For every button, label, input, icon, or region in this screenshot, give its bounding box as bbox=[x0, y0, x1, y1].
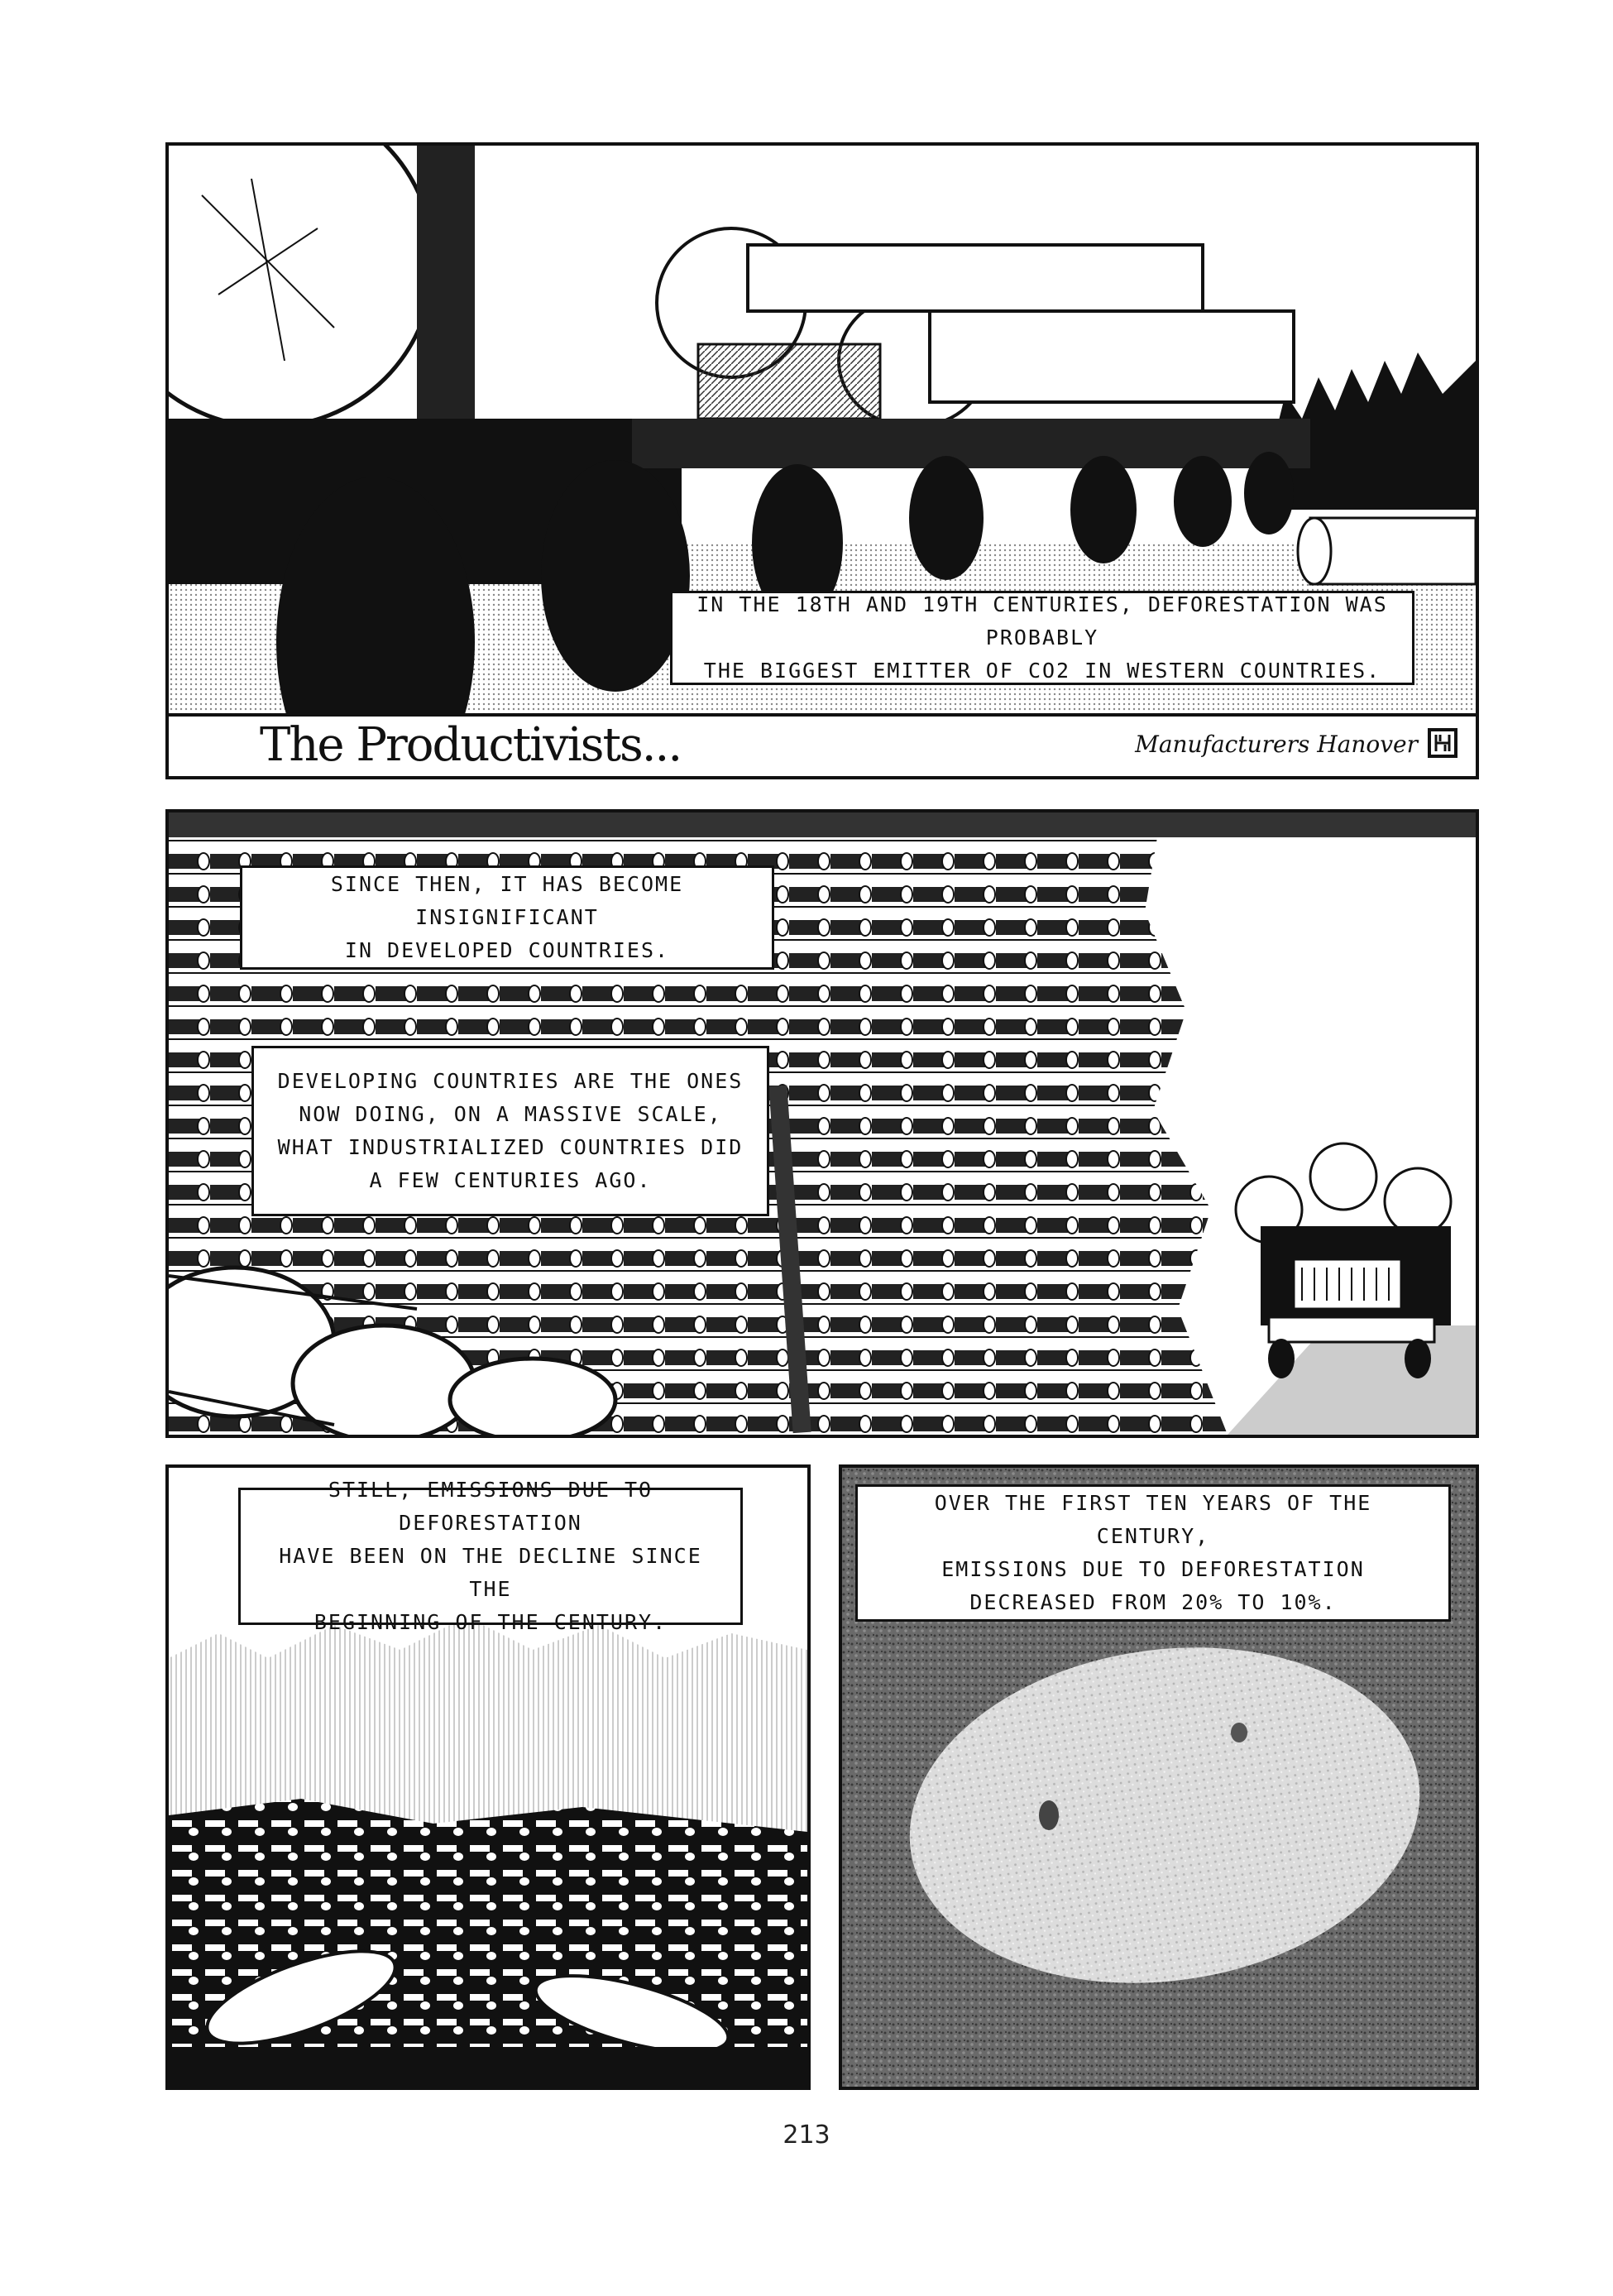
caption-line: BEGINNING OF THE CENTURY. bbox=[314, 1610, 668, 1634]
panel-logging-trucks bbox=[165, 142, 1479, 779]
bank-logo-icon bbox=[1428, 728, 1457, 758]
panel-cleared-forest bbox=[165, 1464, 811, 2090]
caption-insignificant bbox=[240, 865, 774, 970]
caption-emissions-decline bbox=[238, 1478, 743, 1634]
caption-developing-countries bbox=[251, 1046, 769, 1216]
caption-line: SINCE THEN, IT HAS BECOME INSIGNIFICANT bbox=[330, 872, 684, 929]
caption-line: WHAT INDUSTRIALIZED COUNTRIES DID bbox=[277, 1135, 744, 1159]
banner-title: The Productivists... bbox=[260, 718, 682, 772]
caption-line: STILL, EMISSIONS DUE TO DEFORESTATION bbox=[328, 1478, 653, 1535]
caption-line: DECREASED FROM 20% TO 10%. bbox=[969, 1590, 1337, 1614]
caption-line: HAVE BEEN ON THE DECLINE SINCE THE bbox=[279, 1544, 702, 1601]
caption-deforestation-history bbox=[670, 591, 1414, 685]
panel-log-yard bbox=[165, 809, 1479, 1438]
title-banner bbox=[169, 713, 1476, 776]
page-number: 213 bbox=[783, 2121, 830, 2150]
banner-brand: Manufacturers Hanover bbox=[1135, 731, 1418, 758]
caption-line: IN DEVELOPED COUNTRIES. bbox=[344, 938, 670, 962]
caption-line: OVER THE FIRST TEN YEARS OF THE CENTURY, bbox=[934, 1491, 1372, 1548]
caption-line: NOW DOING, ON A MASSIVE SCALE, bbox=[299, 1102, 722, 1126]
caption-emissions-percentage bbox=[855, 1484, 1451, 1622]
caption-line: THE BIGGEST EMITTER OF CO2 IN WESTERN COUNTRIES. bbox=[703, 659, 1381, 683]
caption-line: A FEW CENTURIES AGO. bbox=[369, 1168, 652, 1192]
caption-line: IN THE 18TH AND 19TH CENTURIES, DEFORESTATION WAS PROBABLY bbox=[696, 592, 1388, 649]
log-truck-icon bbox=[1236, 1143, 1451, 1378]
panel-aerial-clearing bbox=[839, 1464, 1479, 2090]
caption-line: EMISSIONS DUE TO DEFORESTATION bbox=[941, 1557, 1365, 1581]
caption-line: DEVELOPING COUNTRIES ARE THE ONES bbox=[277, 1069, 744, 1093]
